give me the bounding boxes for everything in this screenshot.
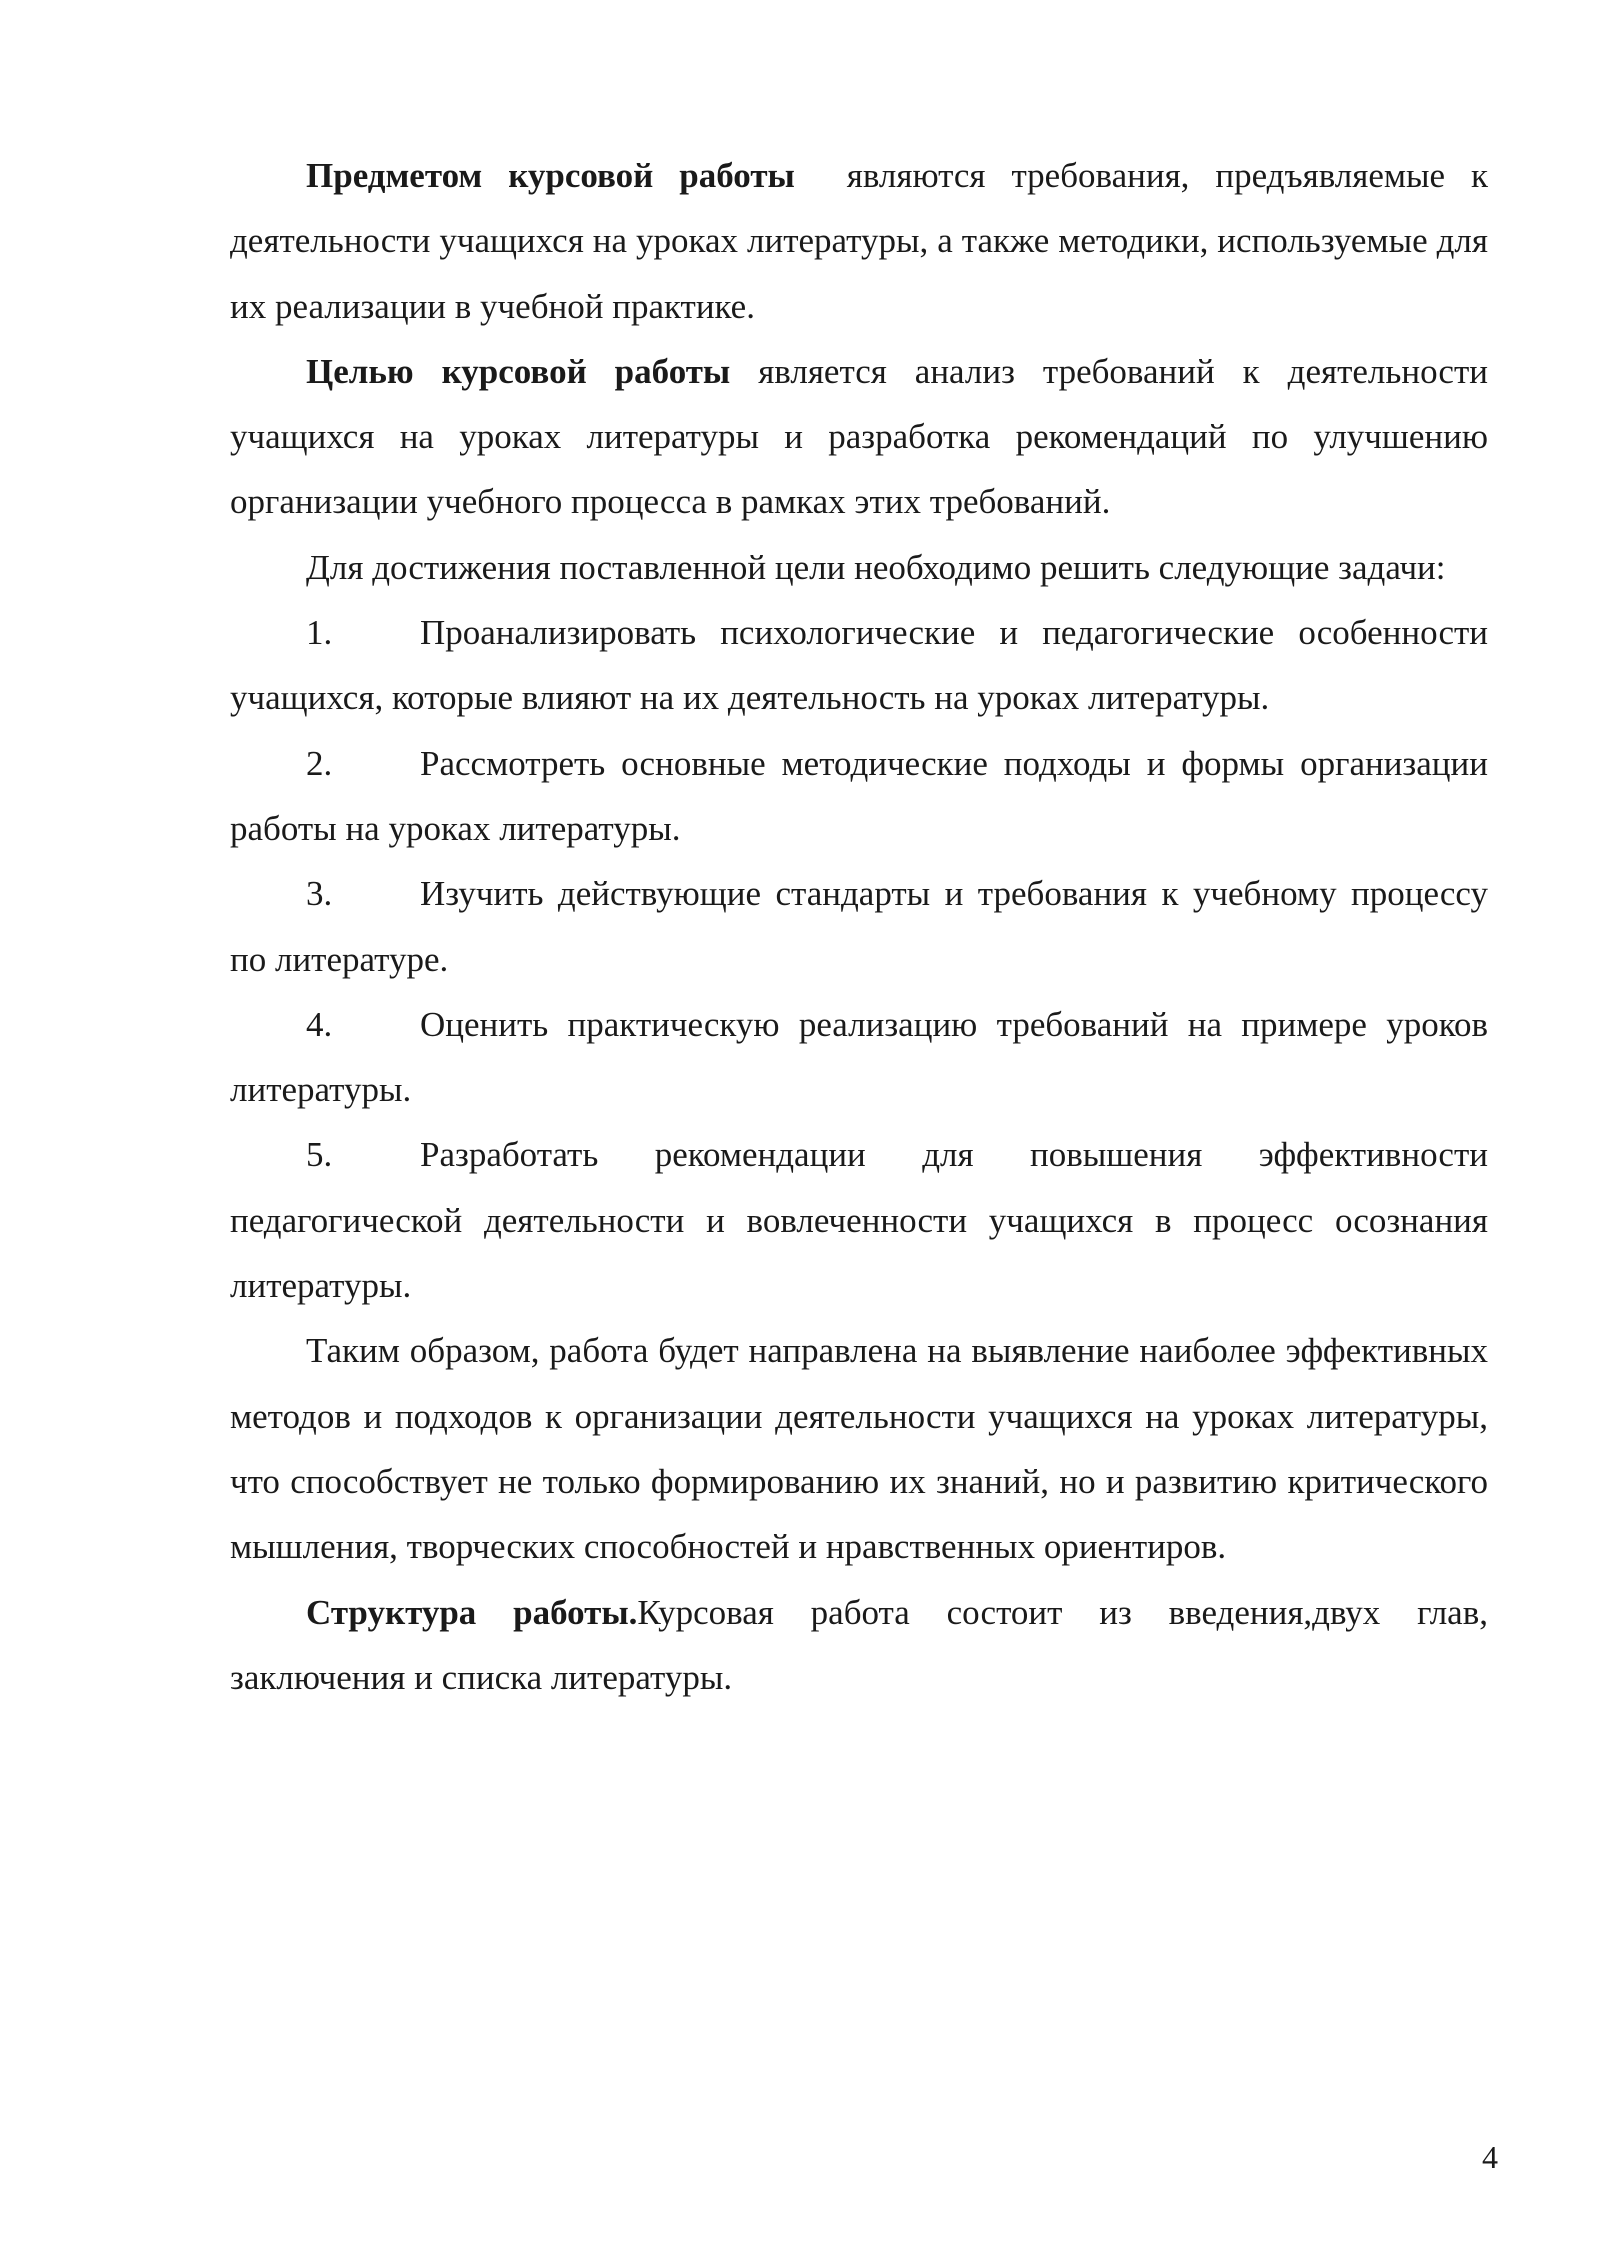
structure-heading: Структура работы.: [306, 1592, 638, 1632]
task-number: 1.: [306, 613, 333, 653]
task-text: Оценить практическую реализацию требований на примере уроков литературы.: [230, 1004, 1488, 1110]
document-body: [230, 143, 1497, 1710]
tasks-intro-text: Для достижения поставленной цели необходимо решить следующие задачи:: [306, 547, 1446, 587]
task-item: [230, 861, 1488, 992]
task-number: 2.: [306, 743, 333, 783]
goal-heading: Целью курсовой работы: [306, 351, 731, 391]
task-item: [230, 731, 1488, 862]
task-number: 4.: [306, 1004, 333, 1044]
conclusion-text: Таким образом, работа будет направлена на выявление наиболее эффективных методов и подходов к организации деятельности учащихся на уроках литературы, что способствует не только формированию их знаний, но и развитию критического мышления, творческих способностей и нравственных ориентиров.: [230, 1331, 1488, 1567]
page-number: 4: [1482, 2139, 1498, 2175]
conclusion-paragraph: [230, 1318, 1488, 1579]
task-text: Проанализировать психологические и педагогические особенности учащихся, которые влияют на их деятельность на уроках литературы.: [230, 613, 1488, 718]
goal-text: является анализ требований к деятельности учащихся на уроках литературы и разработка рекомендаций по улучшению организации учебного процесса в рамках этих требований.: [230, 351, 1488, 522]
task-number: 3.: [306, 874, 333, 914]
subject-heading: Предметом курсовой работы: [306, 156, 795, 195]
tasks-intro-paragraph: [230, 535, 1488, 600]
subject-text: являются требования, предъявляемые к деятельности учащихся на уроках литературы, а также методики, используемые для их реализации в учебной практике.: [230, 156, 1497, 326]
structure-text: Курсовая работа состоит из введения,двух глав, заключения и списка литературы.: [230, 1592, 1488, 1697]
task-text: Изучить действующие стандарты и требования к учебному процессу по литературе.: [230, 874, 1488, 979]
subject-paragraph: [230, 143, 1497, 339]
task-item: [230, 1122, 1488, 1318]
task-number: 5.: [306, 1135, 333, 1175]
goal-paragraph: [230, 339, 1488, 535]
task-text: Рассмотреть основные методические подходы и формы организации работы на уроках литературы.: [230, 743, 1488, 848]
task-item: [230, 992, 1488, 1123]
task-item: [230, 600, 1488, 731]
structure-paragraph: [230, 1580, 1488, 1711]
task-text: Разработать рекомендации для повышения эффективности педагогической деятельности и вовлеченности учащихся в процесс осознания литературы.: [230, 1135, 1488, 1306]
